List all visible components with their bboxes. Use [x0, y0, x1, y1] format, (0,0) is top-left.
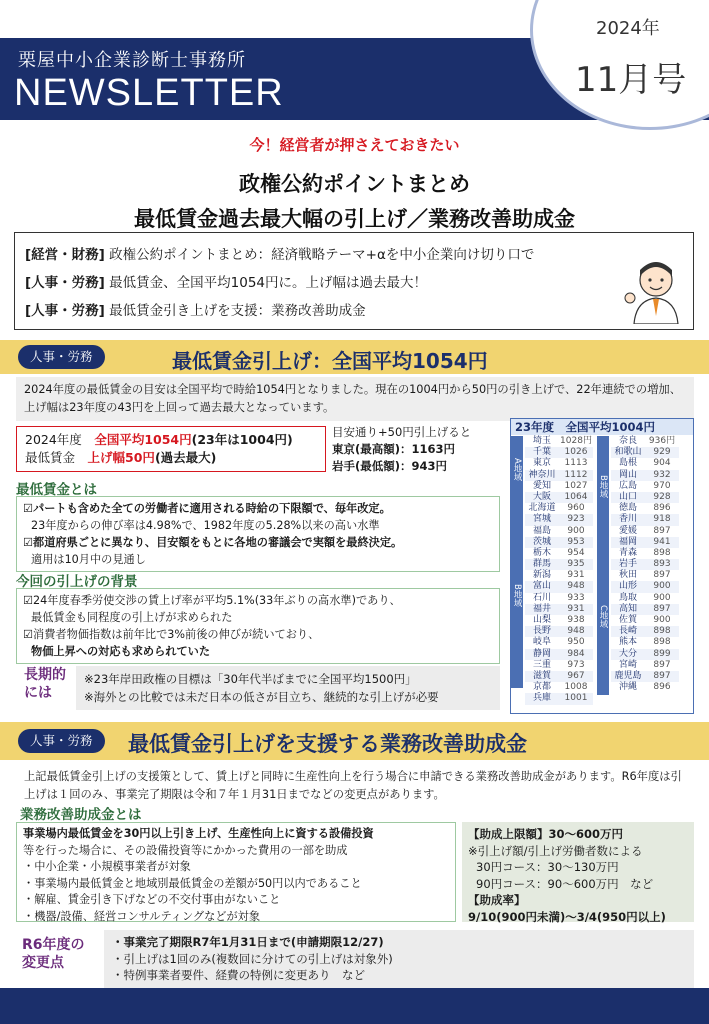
footer-band [0, 988, 709, 1024]
newsletter-title: NEWSLETTER [14, 72, 284, 114]
consultant-illustration-icon [620, 254, 690, 324]
wage-row [611, 503, 679, 514]
wage-value: 899 [653, 648, 671, 659]
wage-highlight-box [16, 426, 326, 472]
wage-value: 933 [567, 592, 585, 603]
wage-row [611, 671, 679, 682]
prefecture-name: 山形 [618, 581, 637, 592]
main-title-2: 最低賃金過去最大幅の引上げ／業務改善助成金 [134, 207, 575, 231]
wage-value: 1028円 [560, 436, 592, 446]
wage-value: 896 [653, 682, 671, 693]
limit-line: 90円コース：90～600万円 など [476, 876, 654, 891]
wage-row [525, 682, 593, 693]
wage-row [525, 570, 593, 581]
summary-text: 最低賃金引き上げを支援：業務改善助成金 [104, 303, 366, 319]
wage-value: 897 [653, 659, 671, 670]
wage-row [525, 559, 593, 570]
prefecture-name: 沖縄 [618, 682, 637, 693]
wage-row [611, 526, 679, 537]
wage-column-right [611, 436, 679, 693]
wage-row [525, 581, 593, 592]
prefecture-name: 香川 [618, 514, 637, 525]
wage-value: 900 [653, 592, 671, 603]
wage-row [611, 649, 679, 660]
prefecture-name: 愛媛 [618, 525, 637, 536]
summary-tag: [経営・財務] [25, 247, 105, 263]
prefecture-name: 兵庫 [532, 693, 551, 704]
hook-text: 今！経営者が押さえておきたい [249, 136, 460, 154]
prefecture-name: 長崎 [618, 626, 637, 637]
wage-row [525, 637, 593, 648]
issue-year: 2024年 [596, 18, 660, 39]
tokyo-head: 目安通り+50円引上げると [332, 425, 472, 439]
highlight-label: 最低賃金 [25, 450, 76, 465]
wage-value: 904 [653, 458, 671, 469]
summary-box [14, 232, 694, 330]
what-heading: 最低賃金とは [16, 482, 97, 498]
wage-row [611, 626, 679, 637]
wage-value: 953 [567, 536, 585, 547]
wage-value: 1001 [564, 693, 588, 704]
highlight-label: 2024年度 [25, 432, 82, 447]
change-label-line: R6年度の [22, 937, 85, 953]
subsidy-line: ・事業場内最低賃金と地域別最低賃金の差額が50円以内であること [23, 876, 362, 890]
wage-row [611, 514, 679, 525]
background-line: 最低賃金も同程度の引上げが求められた [31, 611, 233, 624]
wage-row [525, 526, 593, 537]
wage-row [525, 481, 593, 492]
what-line: ☑都道府県ごとに異なり、目安額をもとに各地の審議会で実額を最終決定。 [23, 536, 403, 549]
prefecture-name: 千葉 [532, 447, 551, 458]
wage-row [611, 559, 679, 570]
region-label: C地域 [597, 537, 609, 695]
wage-value: 1026 [564, 447, 588, 458]
minimum-wage-table [510, 418, 694, 714]
long-term-line: ※海外との比較では未だ日本の低さが目立ち、継続的な引上げが必要 [84, 690, 439, 704]
limit-line: 30円コース：30～130万円 [476, 860, 619, 874]
prefecture-name: 宮城 [532, 514, 551, 525]
wage-value: 900 [653, 615, 671, 625]
wage-row [525, 626, 593, 637]
wage-row [525, 537, 593, 548]
prefecture-name: 秋田 [618, 570, 637, 581]
change-label [22, 936, 85, 972]
prefecture-name: 島根 [618, 458, 637, 469]
prefecture-name: 京都 [532, 682, 551, 693]
wage-row [611, 593, 679, 604]
iwate-line: 岩手(最低額)：943円 [332, 459, 448, 473]
wage-value: 900 [567, 525, 585, 536]
section1-title: 最低賃金引上げ：全国平均1054円 [172, 349, 488, 373]
wage-value: 1112 [564, 469, 588, 480]
prefecture-name: 群馬 [532, 559, 551, 570]
wage-value: 948 [567, 581, 585, 592]
tokyo-line: 東京(最高額)：1163円 [332, 442, 456, 456]
wage-row [525, 593, 593, 604]
highlight-note: (過去最大) [154, 450, 217, 465]
wage-row [525, 604, 593, 615]
prefecture-name: 広島 [618, 480, 637, 491]
summary-line [25, 297, 683, 325]
wage-table-header: 23年度 全国平均1004円 [511, 419, 693, 435]
change-box [104, 930, 694, 988]
wage-value: 918 [653, 514, 671, 525]
issue-month: 11月号 [575, 60, 687, 100]
long-term-label [24, 666, 66, 702]
prefecture-name: 青森 [618, 547, 637, 558]
wage-value: 1113 [564, 458, 588, 469]
prefecture-name: 和歌山 [614, 447, 642, 458]
wage-value: 897 [653, 525, 671, 536]
section2-intro: 上記最低賃金引上げの支援策として、賃上げと同時に生産性向上を行う場合に申請できる業務改善助成金があります。R6年度は引上げは１回のみ、事業完了期限は令和７年１月31日までなどの変更点があります。 [16, 764, 694, 808]
prefecture-name: 奈良 [618, 436, 637, 446]
wage-column-left [525, 436, 593, 705]
wage-value: 948 [567, 626, 585, 637]
subsidy-heading: 業務改善助成金とは [20, 807, 142, 823]
background-line: ☑消費者物価指数は前年比で3%前後の伸びが続いており、 [23, 628, 320, 641]
wage-value: 973 [567, 659, 585, 670]
prefecture-name: 埼玉 [532, 436, 551, 446]
prefecture-name: 福岡 [618, 536, 637, 547]
summary-text: 最低賃金、全国平均1054円に。上げ幅は過去最大！ [104, 275, 427, 291]
wage-row [525, 548, 593, 559]
wage-value: 932 [653, 469, 671, 480]
wage-value: 1064 [564, 491, 588, 502]
office-name: 栗屋中小企業診断士事務所 [18, 50, 246, 71]
summary-text: 政権公約ポイントまとめ：経済戦略テーマ+αを中小企業向け切り口で [104, 247, 535, 263]
wage-row [611, 682, 679, 693]
wage-value: 954 [567, 547, 585, 558]
subsidy-line: ・機器/設備、経営コンサルティングなどが対象 [23, 909, 261, 923]
wage-row [525, 470, 593, 481]
prefecture-name: 岐阜 [532, 637, 551, 648]
wage-row [611, 660, 679, 671]
wage-row [611, 615, 679, 626]
highlight-line-1 [25, 431, 317, 449]
wage-value: 1008 [564, 682, 588, 693]
wage-value: 984 [567, 648, 585, 659]
wage-row [525, 492, 593, 503]
prefecture-name: 大分 [618, 648, 637, 659]
wage-value: 900 [653, 581, 671, 592]
prefecture-name: 栃木 [532, 547, 551, 558]
subsidy-line: 事業場内最低賃金を30円以上引き上げ、生産性向上に資する設備投資 [23, 827, 374, 840]
prefecture-name: 長野 [532, 626, 551, 637]
highlight-value: 上げ幅50円 [87, 450, 155, 465]
prefecture-name: 新潟 [532, 570, 551, 581]
background-line: ☑24年度春季労使交渉の賃上げ率が平均5.1%(33年ぶりの高水準)であり、 [23, 594, 401, 607]
wage-value: 897 [653, 570, 671, 581]
wage-value: 970 [653, 480, 671, 491]
change-line: ・事業完了期限R7年1月31日まで(申請期限12/27) [112, 935, 384, 949]
prefecture-name: 宮崎 [618, 659, 637, 670]
prefecture-name: 石川 [532, 592, 551, 603]
wage-value: 936円 [648, 436, 676, 446]
subsidy-box [16, 822, 456, 922]
subsidy-line: ・解雇、賃金引き下げなどの不交付事由がないこと [23, 893, 281, 906]
tokyo-iwate-box [332, 424, 502, 475]
long-term-line: ※23年岸田政権の目標は「30年代半ばまでに全国平均1500円」 [84, 672, 417, 686]
wage-value: 923 [567, 514, 585, 525]
region-label: B地域 [597, 436, 609, 537]
wage-row [525, 671, 593, 682]
wage-row [611, 492, 679, 503]
prefecture-name: 愛知 [532, 480, 551, 491]
wage-row [525, 693, 593, 704]
summary-tag: [人事・労務] [25, 303, 105, 319]
subsidy-line: ・中小企業・小規模事業者が対象 [23, 860, 191, 873]
section1-category: 人事・労務 [18, 345, 105, 369]
wage-value: 960 [567, 503, 585, 514]
what-box [16, 496, 500, 572]
prefecture-name: 熊本 [618, 637, 637, 648]
prefecture-name: 鹿児島 [614, 670, 642, 681]
wage-value: 898 [653, 637, 671, 648]
wage-value: 898 [653, 547, 671, 558]
prefecture-name: 山梨 [532, 615, 551, 625]
subsidy-amount-box [462, 822, 694, 922]
wage-row [611, 537, 679, 548]
wage-row [525, 458, 593, 469]
wage-row [611, 581, 679, 592]
prefecture-name: 北海道 [528, 503, 556, 514]
subsidy-line: 等を行った場合に、その設備投資等にかかった費用の一部を助成 [23, 843, 348, 857]
what-line: ☑パートも含めた全ての労働者に適用される時給の下限額で、毎年改定。 [23, 502, 391, 515]
wage-row [525, 436, 593, 447]
wage-row [611, 447, 679, 458]
long-term-label-line: には [24, 685, 52, 701]
long-term-box [76, 666, 500, 710]
summary-line [25, 241, 683, 269]
prefecture-name: 東京 [532, 458, 551, 469]
wage-value: 1027 [564, 480, 588, 491]
prefecture-name: 山口 [618, 491, 637, 502]
wage-value: 950 [567, 637, 585, 648]
wage-row [525, 660, 593, 671]
limit-heading: 【助成上限額】30～600万円 [468, 827, 624, 841]
background-box [16, 588, 500, 664]
highlight-line-2 [25, 449, 317, 467]
prefecture-name: 岩手 [618, 559, 637, 570]
change-line: ・特例事業者要件、経費の特例に変更あり など [112, 968, 365, 982]
summary-tag: [人事・労務] [25, 275, 105, 291]
prefecture-name: 大阪 [532, 491, 551, 502]
highlight-note: (23年は1004円) [191, 432, 293, 447]
section2-title: 最低賃金引上げを支援する業務改善助成金 [128, 732, 527, 756]
wage-value: 929 [653, 447, 671, 458]
wage-row [611, 481, 679, 492]
prefecture-name: 滋賀 [532, 670, 551, 681]
wage-row [525, 503, 593, 514]
prefecture-name: 茨城 [532, 536, 551, 547]
wage-row [525, 447, 593, 458]
section1-intro: 2024年度の最低賃金の目安は全国平均で時給1054円となりました。現在の1004円から50円の引き上げで、22年連続での増加、上げ幅は23年度の43円を上回って過去最大となっています。 [16, 377, 694, 421]
summary-line [25, 269, 683, 297]
what-line: 23年度からの伸び率は4.98%で、1982年度の5.28%以来の高い水準 [31, 519, 380, 532]
wage-value: 941 [653, 536, 671, 547]
prefecture-name: 静岡 [532, 648, 551, 659]
change-label-line: 変更点 [22, 955, 64, 971]
wage-value: 931 [567, 603, 585, 614]
rate-line: 9/10(900円未満)～3/4(950円以上) [468, 909, 666, 924]
section2-category: 人事・労務 [18, 729, 105, 753]
prefecture-name: 神奈川 [528, 469, 556, 480]
wage-value: 931 [567, 570, 585, 581]
wage-row [611, 637, 679, 648]
prefecture-name: 三重 [532, 659, 551, 670]
prefecture-name: 福島 [532, 525, 551, 536]
wage-value: 896 [653, 503, 671, 514]
wage-value: 938 [567, 615, 585, 625]
wage-value: 898 [653, 626, 671, 637]
what-line: 適用は10月中の見通し [31, 553, 146, 566]
prefecture-name: 徳島 [618, 503, 637, 514]
wage-row [611, 570, 679, 581]
main-title-1: 政権公約ポイントまとめ [239, 172, 470, 196]
wage-row [611, 548, 679, 559]
wage-value: 897 [653, 603, 671, 614]
wage-row [525, 615, 593, 626]
wage-row [525, 649, 593, 660]
wage-row [611, 604, 679, 615]
prefecture-name: 佐賀 [618, 615, 637, 625]
region-label: A地域 [511, 436, 523, 503]
highlight-value: 全国平均1054円 [94, 432, 192, 447]
prefecture-name: 福井 [532, 603, 551, 614]
background-line: 物価上昇への対応も求められていた [31, 645, 211, 658]
prefecture-name: 高知 [618, 603, 637, 614]
wage-value: 897 [653, 670, 671, 681]
wage-value: 928 [653, 491, 671, 502]
wage-value: 935 [567, 559, 585, 570]
change-line: ・引上げは1回のみ(複数回に分けての引上げは対象外) [112, 951, 393, 966]
wage-value: 893 [653, 559, 671, 570]
wage-value: 967 [567, 670, 585, 681]
region-label: B地域 [511, 503, 523, 688]
prefecture-name: 岡山 [618, 469, 637, 480]
rate-heading: 【助成率】 [468, 893, 526, 907]
long-term-label-line: 長期的 [24, 667, 66, 683]
limit-line: ※引上げ額/引上げ労働者数による [468, 843, 643, 858]
wage-row [611, 436, 679, 447]
prefecture-name: 富山 [532, 581, 551, 592]
wage-row [611, 470, 679, 481]
wage-row [525, 514, 593, 525]
prefecture-name: 鳥取 [618, 592, 637, 603]
wage-row [611, 458, 679, 469]
background-heading: 今回の引上げの背景 [16, 574, 138, 590]
